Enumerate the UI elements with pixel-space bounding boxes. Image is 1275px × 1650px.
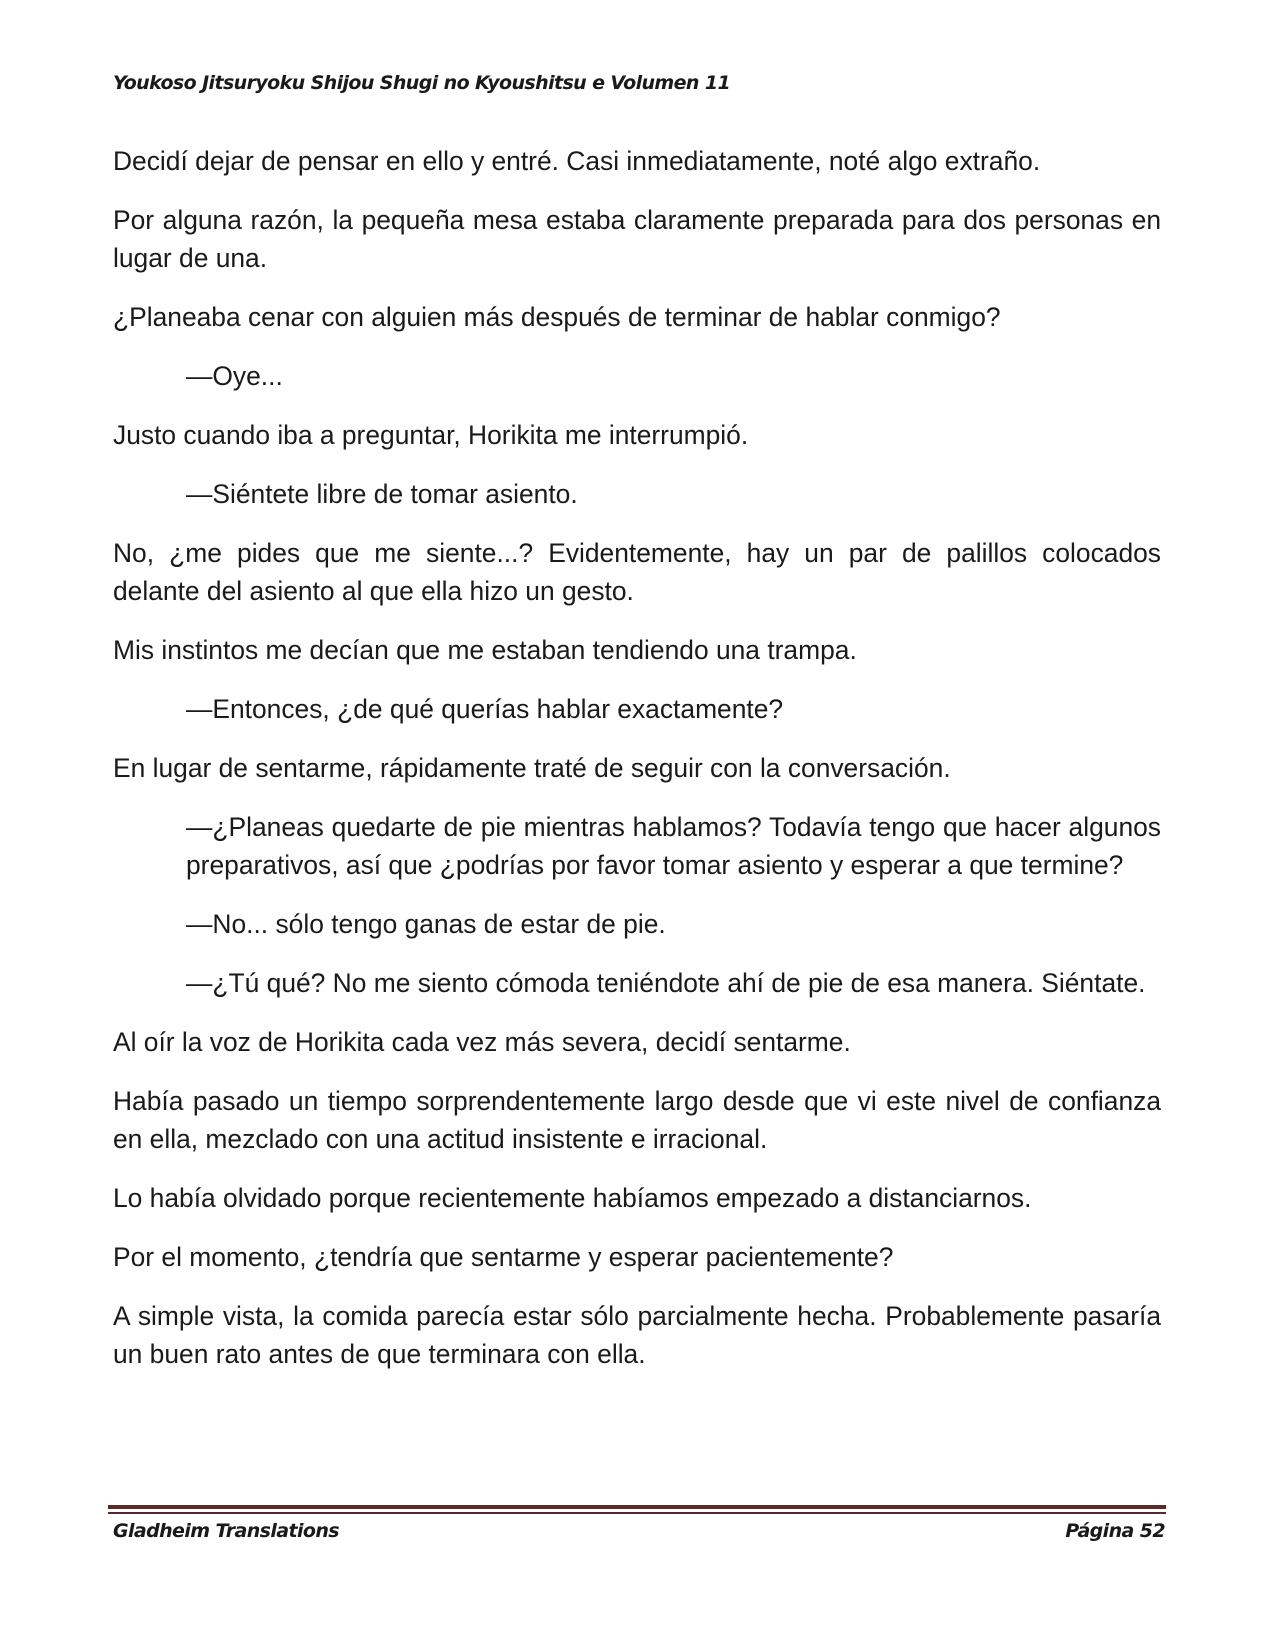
paragraph: En lugar de sentarme, rápidamente traté de seguir con la conversación. [113,753,951,783]
footer-page-number: Página 52 [1065,1520,1165,1542]
paragraph: Por el momento, ¿tendría que sentarme y esperar pacientemente? [113,1242,894,1272]
dialogue-paragraph: —Entonces, ¿de qué querías hablar exactamente? [186,694,784,724]
dialogue-paragraph: —¿Planeas quedarte de pie mientras hablamos? Todavía tengo que hacer algunos preparativos, así que ¿podrías por favor tomar asiento y esperar a que termine? [186,812,1161,880]
dialogue-paragraph: —No... sólo tengo ganas de estar de pie. [186,909,666,939]
body-text [113,142,1161,1394]
paragraph: Decidí dejar de pensar en ello y entré. Casi inmediatamente, noté algo extraño. [113,146,1041,176]
paragraph: Al oír la voz de Horikita cada vez más severa, decidí sentarme. [113,1027,851,1057]
paragraph: ¿Planeaba cenar con alguien más después de terminar de hablar conmigo? [113,302,1001,332]
paragraph: A simple vista, la comida parecía estar sólo parcialmente hecha. Probablemente pasaría un buen rato antes de que terminara con ella. [113,1301,1161,1369]
footer-divider-thin [108,1512,1166,1514]
paragraph: Había pasado un tiempo sorprendentemente largo desde que vi este nivel de confianza en ella, mezclado con una actitud insistente e irracional. [113,1086,1161,1154]
paragraph: Mis instintos me decían que me estaban tendiendo una trampa. [113,635,857,665]
paragraph: No, ¿me pides que me siente...? Evidentemente, hay un par de palillos colocados delante del asiento al que ella hizo un gesto. [113,538,1161,606]
footer-divider-thick [108,1505,1166,1509]
page-header-title: Youkoso Jitsuryoku Shijou Shugi no Kyoushitsu e Volumen 11 [113,72,731,94]
footer-translator-name: Gladheim Translations [113,1520,339,1542]
paragraph: Lo había olvidado porque recientemente habíamos empezado a distanciarnos. [113,1183,1032,1213]
dialogue-paragraph: —Siéntete libre de tomar asiento. [186,479,578,509]
paragraph: Justo cuando iba a preguntar, Horikita me interrumpió. [113,420,749,450]
dialogue-paragraph: —¿Tú qué? No me siento cómoda teniéndote ahí de pie de esa manera. Siéntate. [186,968,1146,998]
paragraph: Por alguna razón, la pequeña mesa estaba claramente preparada para dos personas en lugar de una. [113,205,1161,273]
dialogue-paragraph: —Oye... [186,361,283,391]
footer-divider [108,1505,1166,1515]
